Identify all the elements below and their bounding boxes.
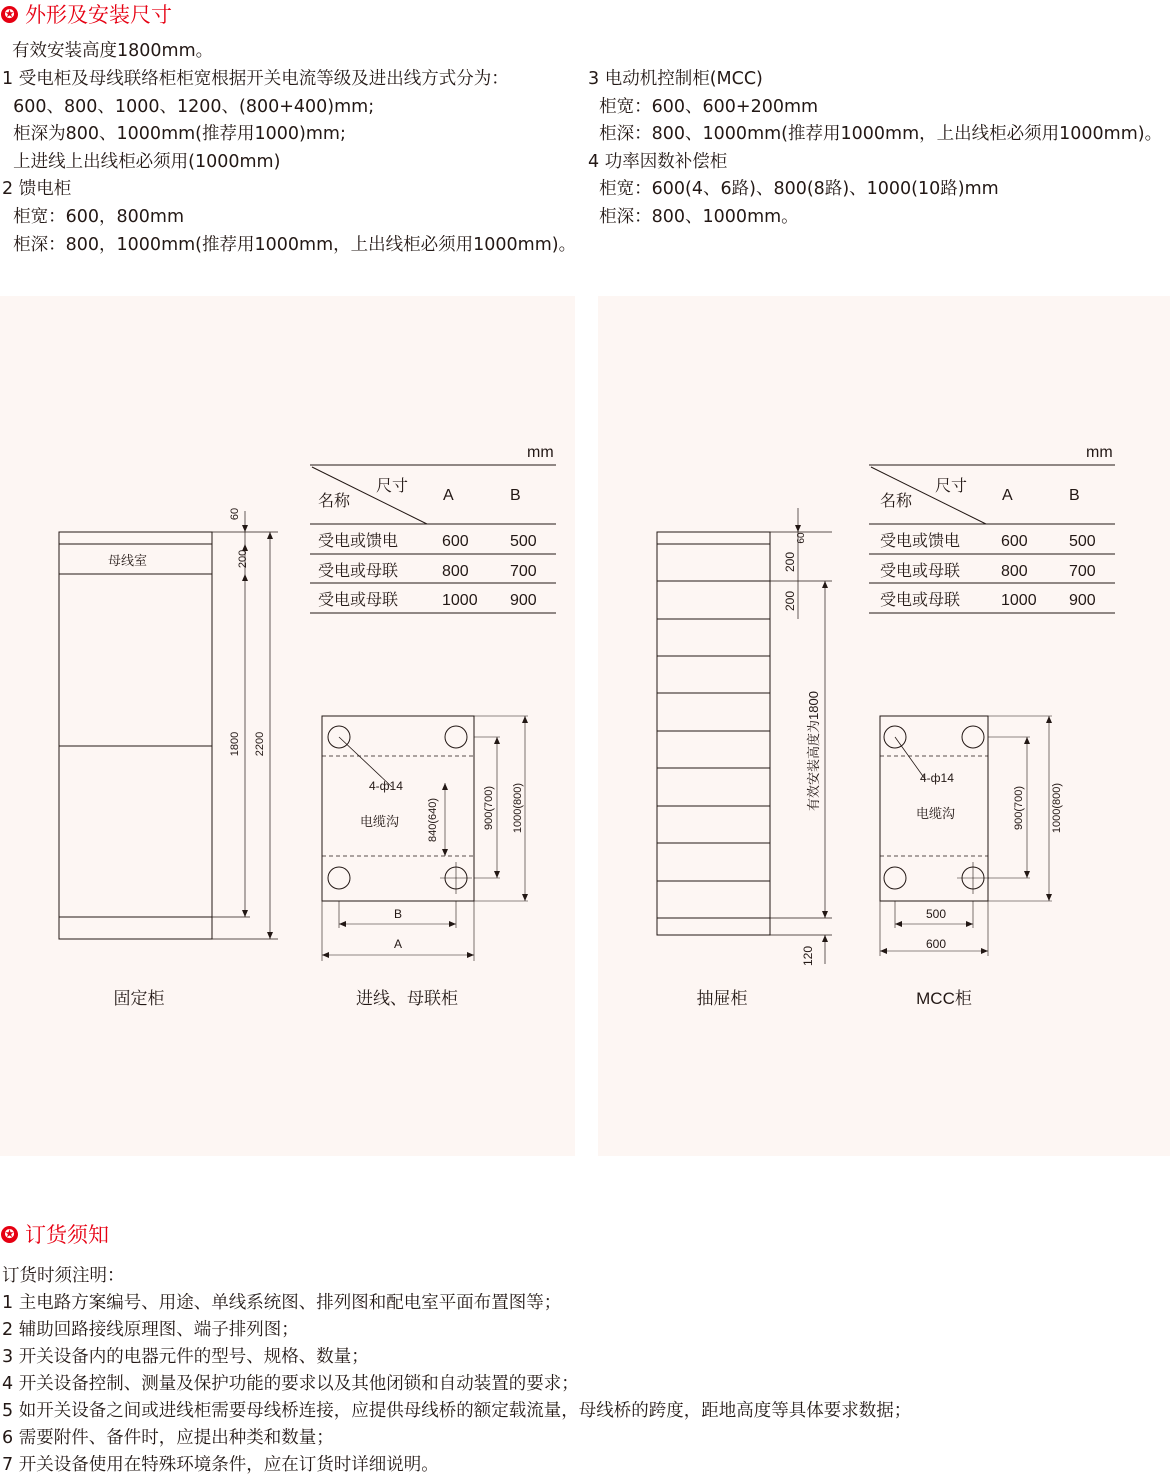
list-item: 柜宽：600(4、6路)、800(8路)、1000(10路)mm [588, 179, 999, 199]
table-col-a: A [1002, 487, 1013, 504]
dim-label: A [393, 937, 403, 951]
table-cell: 受电或母联 [880, 592, 961, 609]
table-cell: 700 [510, 563, 537, 580]
list-item: 柜深：800、1000mm。 [588, 207, 799, 227]
list-item: 柜深：800、1000mm(推荐用1000mm，上出线柜必须用1000mm)。 [588, 124, 1163, 144]
table-cell: 受电或馈电 [880, 533, 961, 550]
trench-label: 电缆沟 [360, 814, 400, 829]
dim-label: 840(640) [427, 797, 439, 843]
table-header-name: 名称 [318, 493, 351, 510]
list-item: 柜深：800，1000mm(推荐用1000mm，上出线柜必须用1000mm)。 [2, 235, 577, 255]
dim-label: 200 [783, 551, 797, 573]
spec-title-text: 外形及安装尺寸 [25, 3, 172, 27]
table-cell: 700 [1069, 563, 1096, 580]
table-cell: 受电或母联 [880, 563, 961, 580]
list-item: 3 开关设备内的电器元件的型号、规格、数量； [2, 1347, 369, 1367]
list-item: 柜宽：600、600+200mm [588, 97, 819, 117]
list-item: 上进线上出线柜必须用(1000mm) [2, 152, 281, 172]
dim-label: 600 [925, 937, 947, 951]
order-section-title [0, 1220, 109, 1248]
list-item: 600、800、1000、1200、(800+400)mm; [2, 97, 375, 117]
table-cell: 600 [1001, 533, 1028, 550]
table-cell: 600 [442, 533, 469, 550]
dim-label: 60 [229, 507, 241, 521]
table-col-b: B [1069, 487, 1080, 504]
list-item: 1 受电柜及母线联络柜柜宽根据开关电流等级及进出线方式分为： [2, 69, 509, 89]
dim-label: 2200 [254, 731, 266, 757]
dim-label: 900(700) [483, 785, 495, 831]
dim-label: 500 [925, 907, 947, 921]
table-cell: 受电或馈电 [318, 533, 399, 550]
trench-label: 电缆沟 [916, 806, 956, 821]
star-badge-icon: ✪ [1, 6, 18, 23]
dim-label: 1000(800) [512, 782, 524, 834]
table-header-size: 尺寸 [935, 478, 968, 495]
table-cell: 受电或母联 [318, 563, 399, 580]
right-drawing-panel [598, 296, 1170, 1156]
left-drawing [0, 296, 575, 1156]
list-item: 3 电动机控制柜(MCC) [588, 69, 763, 89]
dim-label: 200 [783, 590, 797, 612]
table-cell: 受电或母联 [318, 592, 399, 609]
holes-label: 4-ф14 [920, 771, 954, 785]
dim-label: 900(700) [1013, 785, 1025, 831]
dim-label: 1000(800) [1051, 782, 1063, 834]
table-col-a: A [443, 487, 454, 504]
list-item: 1 主电路方案编号、用途、单线系统图、排列图和配电室平面布置图等； [2, 1293, 562, 1313]
mcc-cabinet-caption: MCC柜 [916, 989, 972, 1008]
table-header-size: 尺寸 [376, 478, 409, 495]
list-item: 2 辅助回路接线原理图、端子排列图； [2, 1320, 299, 1340]
table-header-name: 名称 [880, 493, 913, 510]
left-drawing-panel [0, 296, 575, 1156]
table-cell: 900 [510, 592, 537, 609]
spec-intro: 有效安装高度1800mm。 [12, 41, 214, 61]
list-item: 6 需要附件、备件时，应提出种类和数量； [2, 1428, 334, 1448]
list-item: 柜深为800、1000mm(推荐用1000)mm; [2, 124, 346, 144]
fixed-cabinet-caption: 固定柜 [113, 989, 165, 1008]
list-item: 2 馈电柜 [2, 179, 72, 199]
spec-section-title [0, 0, 172, 28]
table-cell: 900 [1069, 592, 1096, 609]
dim-label: 有效安装高度为1800 [806, 691, 821, 811]
dim-label: 1800 [229, 731, 241, 757]
table-cell: 500 [510, 533, 537, 550]
table-col-b: B [510, 487, 521, 504]
table-cell: 1000 [1001, 592, 1037, 609]
dim-label: 200 [237, 549, 249, 569]
drawer-cabinet-caption: 抽屉柜 [696, 989, 748, 1008]
right-drawing [598, 296, 1170, 1156]
busbar-room-label: 母线室 [108, 553, 148, 568]
order-intro: 订货时须注明： [2, 1266, 125, 1286]
incoming-cabinet-caption: 进线、母联柜 [356, 989, 458, 1008]
table-cell: 800 [1001, 563, 1028, 580]
holes-label: 4-ф14 [369, 779, 403, 793]
dim-label: B [393, 907, 403, 921]
dim-label: 120 [801, 945, 815, 967]
table-cell: 1000 [442, 592, 478, 609]
list-item: 5 如开关设备之间或进线柜需要母线桥连接，应提供母线桥的额定载流量，母线桥的跨度，距地高度等具体要求数据； [2, 1401, 912, 1421]
list-item: 7 开关设备使用在特殊环境条件，应在订货时详细说明。 [2, 1455, 439, 1475]
table-cell: 500 [1069, 533, 1096, 550]
list-item: 4 功率因数补偿柜 [588, 152, 728, 172]
order-title-text: 订货须知 [25, 1223, 109, 1247]
dim-label: 60 [796, 532, 807, 544]
table-cell: 800 [442, 563, 469, 580]
list-item: 4 开关设备控制、测量及保护功能的要求以及其他闭锁和自动装置的要求； [2, 1374, 579, 1394]
star-badge-icon: ✪ [1, 1226, 18, 1243]
unit-label: mm [1086, 444, 1113, 461]
list-item: 柜宽：600，800mm [2, 207, 185, 227]
unit-label: mm [527, 444, 554, 461]
